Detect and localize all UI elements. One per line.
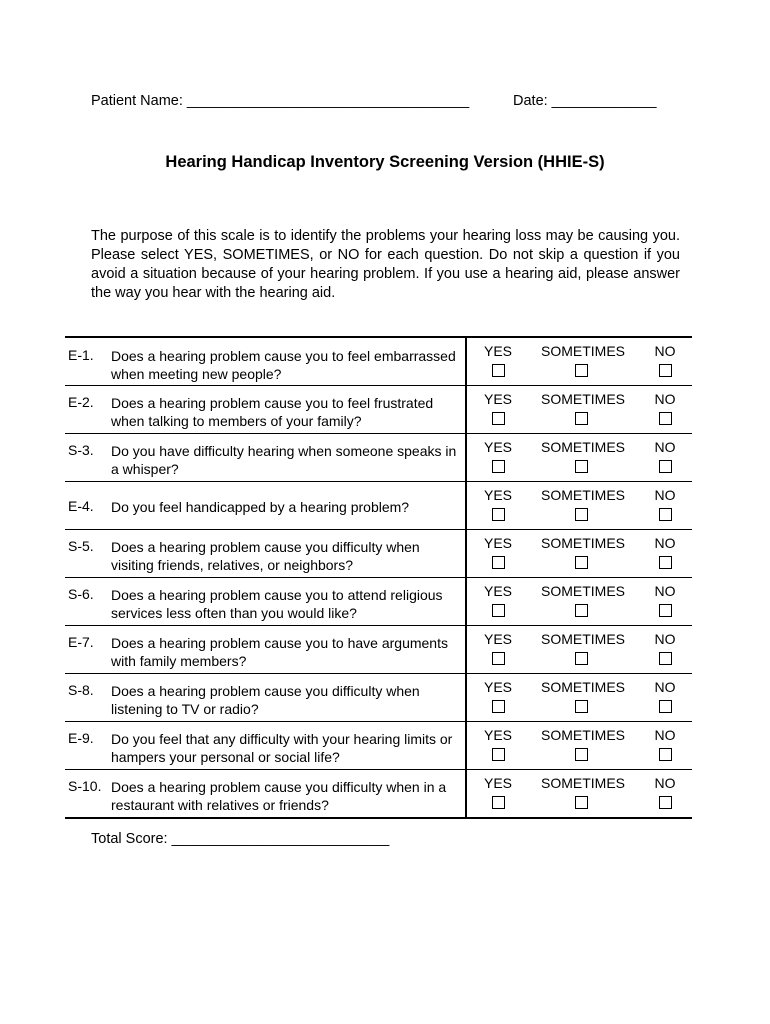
- option-label: SOMETIMES: [541, 487, 626, 503]
- yes-checkbox[interactable]: [492, 748, 505, 761]
- question-text: Do you feel handicapped by a hearing problem?: [111, 499, 410, 515]
- option-yes: [458, 439, 538, 473]
- option-yes: [458, 679, 538, 713]
- yes-checkbox[interactable]: [492, 364, 505, 377]
- option-label: YES: [483, 631, 512, 647]
- question-row: [65, 578, 692, 626]
- question-row: [65, 338, 692, 386]
- question-row: [65, 674, 692, 722]
- option-label: SOMETIMES: [541, 775, 626, 791]
- question-row: [65, 530, 692, 578]
- instructions-paragraph: The purpose of this scale is to identify the problems your hearing loss may be causing you. Please select YES, SOMETIMES, or NO for each question. Do not skip a question if you avoid a situation because of your hearing problem. If you use a hearing aid, please answer the way you hear with the hearing aid.: [91, 228, 680, 301]
- question-code: E-9.: [68, 730, 94, 746]
- option-no: [625, 679, 705, 713]
- option-yes: [458, 727, 538, 761]
- option-no: [625, 631, 705, 665]
- form-title: Hearing Handicap Inventory Screening Version (HHIE-S): [165, 153, 605, 171]
- option-no: [625, 727, 705, 761]
- option-label: NO: [654, 631, 676, 647]
- answer-options: [465, 530, 694, 577]
- patient-name-field[interactable]: Patient Name: ___________________________________: [91, 93, 470, 109]
- option-sometimes: [541, 535, 626, 569]
- yes-checkbox[interactable]: [492, 796, 505, 809]
- sometimes-checkbox[interactable]: [575, 652, 588, 665]
- no-checkbox[interactable]: [659, 556, 672, 569]
- question-code: E-4.: [68, 498, 94, 514]
- question-row: [65, 770, 692, 817]
- yes-checkbox[interactable]: [492, 412, 505, 425]
- option-label: YES: [483, 583, 512, 599]
- option-label: NO: [654, 343, 676, 359]
- question-text: Does a hearing problem cause you to attend religious services less often than you would like?: [111, 587, 443, 621]
- option-no: [625, 391, 705, 425]
- option-label: NO: [654, 727, 676, 743]
- option-label: NO: [654, 583, 676, 599]
- option-label: YES: [483, 487, 512, 503]
- option-yes: [458, 583, 538, 617]
- no-checkbox[interactable]: [659, 508, 672, 521]
- option-label: YES: [483, 535, 512, 551]
- option-yes: [458, 391, 538, 425]
- sometimes-checkbox[interactable]: [575, 412, 588, 425]
- option-label: YES: [483, 439, 512, 455]
- sometimes-checkbox[interactable]: [575, 748, 588, 761]
- question-row: [65, 722, 692, 770]
- option-no: [625, 487, 705, 521]
- option-label: NO: [654, 679, 676, 695]
- yes-checkbox[interactable]: [492, 460, 505, 473]
- questions-table: [65, 336, 692, 819]
- no-checkbox[interactable]: [659, 460, 672, 473]
- sometimes-checkbox[interactable]: [575, 508, 588, 521]
- yes-checkbox[interactable]: [492, 556, 505, 569]
- option-yes: [458, 535, 538, 569]
- question-row: [65, 386, 692, 434]
- question-code: E-2.: [68, 394, 94, 410]
- sometimes-checkbox[interactable]: [575, 364, 588, 377]
- yes-checkbox[interactable]: [492, 508, 505, 521]
- question-text: Do you feel that any difficulty with your hearing limits or hampers your personal or social life?: [111, 731, 453, 765]
- sometimes-checkbox[interactable]: [575, 460, 588, 473]
- no-checkbox[interactable]: [659, 700, 672, 713]
- question-text: Does a hearing problem cause you to feel embarrassed when meeting new people?: [111, 348, 456, 382]
- option-sometimes: [541, 439, 626, 473]
- question-code: E-7.: [68, 634, 94, 650]
- question-text: Does a hearing problem cause you difficulty when in a restaurant with relatives or friends?: [111, 779, 447, 813]
- no-checkbox[interactable]: [659, 604, 672, 617]
- yes-checkbox[interactable]: [492, 700, 505, 713]
- question-text: Does a hearing problem cause you to have arguments with family members?: [111, 635, 448, 669]
- option-no: [625, 439, 705, 473]
- sometimes-checkbox[interactable]: [575, 604, 588, 617]
- question-row: [65, 626, 692, 674]
- question-code: S-5.: [68, 538, 94, 554]
- option-yes: [458, 631, 538, 665]
- answer-options: [465, 722, 694, 769]
- answer-options: [465, 386, 694, 433]
- yes-checkbox[interactable]: [492, 652, 505, 665]
- date-field[interactable]: Date: _____________: [513, 93, 657, 109]
- question-code: S-10.: [68, 778, 102, 794]
- option-sometimes: [541, 343, 626, 377]
- answer-options: [465, 578, 694, 625]
- option-sometimes: [541, 727, 626, 761]
- option-label: YES: [483, 775, 512, 791]
- option-sometimes: [541, 631, 626, 665]
- option-no: [625, 583, 705, 617]
- option-no: [625, 343, 705, 377]
- option-label: SOMETIMES: [541, 391, 626, 407]
- answer-options: [465, 434, 694, 481]
- answer-options: [465, 482, 694, 529]
- option-label: YES: [483, 679, 512, 695]
- option-label: SOMETIMES: [541, 631, 626, 647]
- option-sometimes: [541, 487, 626, 521]
- option-yes: [458, 775, 538, 809]
- option-label: NO: [654, 439, 676, 455]
- sometimes-checkbox[interactable]: [575, 796, 588, 809]
- option-label: YES: [483, 727, 512, 743]
- question-code: S-6.: [68, 586, 94, 602]
- no-checkbox[interactable]: [659, 796, 672, 809]
- question-code: S-3.: [68, 442, 94, 458]
- option-sometimes: [541, 583, 626, 617]
- answer-options: [465, 338, 694, 385]
- option-no: [625, 775, 705, 809]
- option-sometimes: [541, 775, 626, 809]
- question-row: [65, 482, 692, 530]
- option-yes: [458, 487, 538, 521]
- question-text: Does a hearing problem cause you difficulty when visiting friends, relatives, or neighbors?: [111, 539, 420, 573]
- option-label: NO: [654, 775, 676, 791]
- patient-info-line: [91, 93, 657, 109]
- no-checkbox[interactable]: [659, 748, 672, 761]
- answer-options: [465, 626, 694, 673]
- question-text: Does a hearing problem cause you difficulty when listening to TV or radio?: [111, 683, 420, 717]
- option-label: SOMETIMES: [541, 727, 626, 743]
- yes-checkbox[interactable]: [492, 604, 505, 617]
- option-label: SOMETIMES: [541, 679, 626, 695]
- option-yes: [458, 343, 538, 377]
- no-checkbox[interactable]: [659, 412, 672, 425]
- question-text: Does a hearing problem cause you to feel frustrated when talking to members of your family?: [111, 395, 434, 429]
- option-label: NO: [654, 487, 676, 503]
- option-label: SOMETIMES: [541, 439, 626, 455]
- option-sometimes: [541, 679, 626, 713]
- sometimes-checkbox[interactable]: [575, 700, 588, 713]
- option-label: SOMETIMES: [541, 343, 626, 359]
- no-checkbox[interactable]: [659, 364, 672, 377]
- option-label: SOMETIMES: [541, 583, 626, 599]
- sometimes-checkbox[interactable]: [575, 556, 588, 569]
- option-label: YES: [483, 391, 512, 407]
- option-label: SOMETIMES: [541, 535, 626, 551]
- question-code: E-1.: [68, 347, 94, 363]
- question-text: Do you have difficulty hearing when someone speaks in a whisper?: [111, 443, 457, 477]
- question-code: S-8.: [68, 682, 94, 698]
- answer-options: [465, 674, 694, 721]
- option-label: NO: [654, 535, 676, 551]
- no-checkbox[interactable]: [659, 652, 672, 665]
- answer-options: [465, 770, 694, 817]
- option-label: NO: [654, 391, 676, 407]
- option-no: [625, 535, 705, 569]
- option-label: YES: [483, 343, 512, 359]
- option-sometimes: [541, 391, 626, 425]
- question-row: [65, 434, 692, 482]
- total-score-field[interactable]: Total Score: ___________________________: [91, 831, 390, 847]
